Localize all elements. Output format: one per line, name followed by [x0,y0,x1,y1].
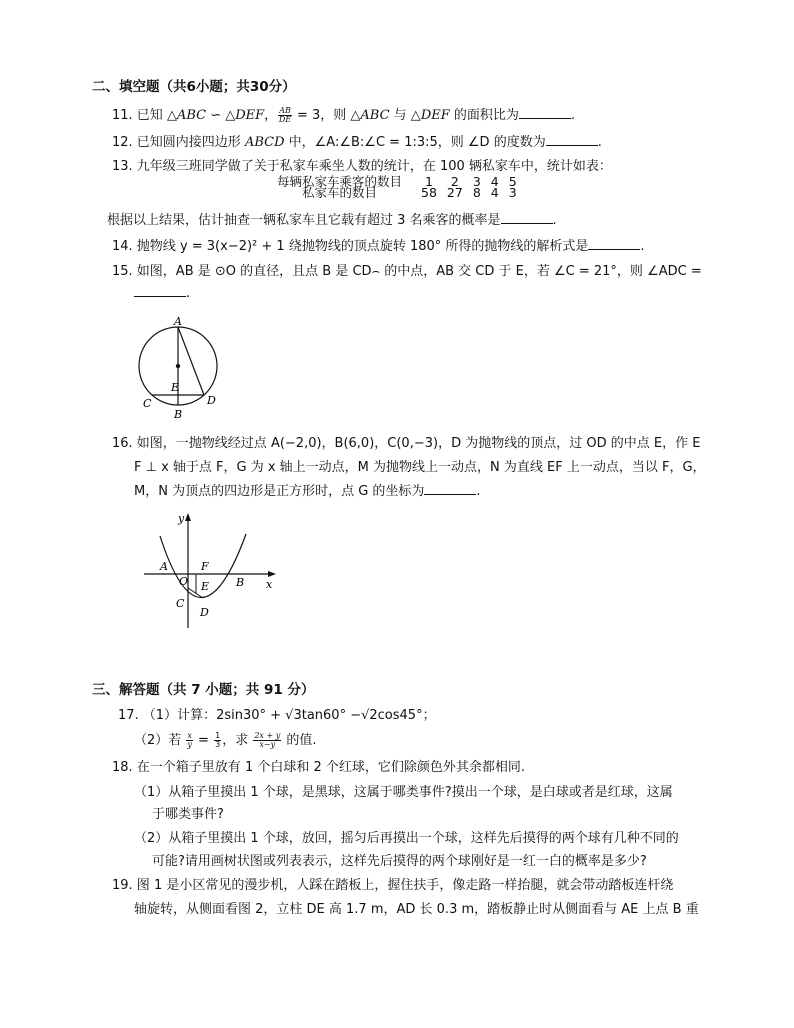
section-2-title: 二、填空题（共6小题；共30分） [92,79,296,95]
label-d: D [200,606,209,619]
q17b-text: ，求 [222,733,253,748]
question-18-part-2-line-2: 可能?请用画树状图或列表表示，这样先后摸得的两个球刚好是一红一白的概率是多少? [152,854,647,869]
question-13: 13. 九年级三班同学做了关于私家车乘坐人数的统计，在 100 辆私家车中，统计如表： [112,159,612,174]
label-a: A [174,315,182,328]
fraction-numerator: 1 [215,731,221,740]
answer-blank[interactable] [546,133,598,146]
question-14 [112,235,645,254]
label-x: x [266,578,273,591]
fraction-denominator: y [187,740,192,749]
question-11 [112,104,575,124]
table-cell: 27 [446,185,463,200]
question-16-line-1: 16. 如图，一抛物线经过点 A(−2,0)，B(6,0)，C(0,−3)，D 为抛物线的顶点，过 OD 的中点 E，作 E [112,436,701,451]
q17b-fraction [186,732,193,749]
q11-var: ABC [360,108,390,123]
q12-text: 中，∠A:∠B:∠C = 1:3:5，则 ∠D 的度数为 [284,135,546,150]
q11-text: = 3，则 △ [292,108,361,123]
q11-var: DEF [235,108,265,123]
label-c: C [143,397,152,410]
table-cell: 私家车的数目 [302,185,378,200]
question-16-line-3 [134,480,481,499]
x-axis-arrow-icon [268,571,276,577]
table-cell: 4 [490,174,499,189]
table-cell: 3 [508,185,517,200]
label-f: F [201,560,209,573]
label-b: B [236,576,245,589]
q15-text: . [186,286,191,301]
label-a: A [160,560,168,573]
statistics-table [272,176,522,198]
label-c: C [176,597,185,610]
q12-var: ABCD [244,135,285,150]
q13b-text: 根据以上结果，估计抽查一辆私家车且它载有超过 3 名乘客的概率是 [107,213,501,228]
q16-text: M，N 为顶点的四边形是正方形时，点 G 的坐标为 [134,484,425,499]
label-b: B [174,408,183,421]
question-19-line-2: 轴旋转，从侧面看图 2，立柱 DE 高 1.7 m，AD 长 0.3 m，踏板静止时从侧面看与 AE 上点 B 重 [134,902,699,917]
table-cell: 每辆私家车乘客的数目 [277,174,403,189]
table-cell: 1 [424,174,433,189]
q11-text: ， [264,108,278,123]
q17b-text: 的值. [282,733,317,748]
q17b-text: （2）若 [134,733,186,748]
q17b-text: = [193,733,214,748]
q17b-fraction [214,732,221,749]
table-cell: 58 [421,185,437,200]
q12-text: . [597,135,602,150]
question-16-line-2: F ⊥ x 轴于点 F，G 为 x 轴上一动点，M 为抛物线上一动点，N 为直线 EF 上一动点，当以 F，G， [134,460,706,475]
question-15-blank-line [134,284,190,301]
q11-fraction [278,107,292,124]
answer-blank[interactable] [424,482,476,495]
label-d: D [207,394,216,407]
question-13-continued [107,209,557,228]
answer-blank[interactable] [501,211,553,224]
question-19-line-1: 19. 图 1 是小区常见的漫步机，人踩在踏板上，握住扶手，像走路一样抬腿，就会带动踏板连杆绕 [112,878,674,893]
parabola-figure [138,508,280,630]
q11-text: 与 △ [389,108,421,123]
table-cell: 3 [472,174,481,189]
q11-var: DEF [420,108,450,123]
table-cell: 2 [450,174,459,189]
answer-blank[interactable] [588,237,640,250]
question-18-part-1-line-2: 于哪类事件? [152,807,224,822]
label-y: y [178,512,185,525]
q11-var: ABC [176,108,207,123]
question-17-part-2 [134,729,317,749]
table-cell: 8 [472,185,481,200]
section-3-title: 三、解答题（共 7 小题；共 91 分） [92,682,315,698]
label-e: E [201,580,210,593]
question-18-part-1-line-1: （1）从箱子里摸出 1 个球，是黑球，这属于哪类事件?摸出一个球，是白球或者是红球，这属 [134,785,673,800]
center-point [176,364,180,368]
label-e: E [171,381,180,394]
fraction-numerator: AB [279,106,291,115]
y-axis-arrow-icon [185,513,191,521]
question-17-part-1: 17. （1）计算：2sin30° + √3tan60° −√2cos45°； [118,708,436,723]
q13b-text: . [552,213,557,228]
q17b-fraction [253,732,281,749]
fraction-numerator: 2x + y [254,731,281,740]
q14-text: . [640,239,645,254]
q11-text: 11. 已知 △ [112,108,177,123]
question-18: 18. 在一个箱子里放有 1 个白球和 2 个红球，它们除颜色外其余都相同. [112,760,526,775]
fraction-numerator: x [187,731,192,740]
fraction-denominator: DE [278,115,292,124]
fraction-denominator: x−y [259,740,276,749]
table-cell: 4 [490,185,499,200]
table-cell: 5 [508,174,517,189]
q14-text: 14. 抛物线 y = 3(x−2)² + 1 绕抛物线的顶点旋转 180° 所得的抛物线的解析式是 [112,239,589,254]
question-15: 15. 如图，AB 是 ⊙O 的直径，且点 B 是 CD⌢ 的中点，AB 交 CD 于 E，若 ∠C = 21°，则 ∠ADC = [112,264,702,279]
fraction-denominator: 3 [215,740,221,749]
answer-blank[interactable] [519,106,571,119]
circle-figure [136,314,226,422]
q11-text: ∽ △ [206,108,236,123]
answer-blank[interactable] [134,284,186,297]
question-18-part-2-line-1: （2）从箱子里摸出 1 个球，放回，摇匀后再摸出一个球，这样先后摸得的两个球有几种不同的 [134,831,679,846]
label-o: O [179,575,189,588]
q11-text: . [570,108,576,123]
question-12 [112,131,602,150]
segment-ad [178,327,204,395]
q11-text: 的面积比为 [449,108,519,123]
q16-text: . [476,484,481,499]
q12-text: 12. 已知圆内接四边形 [112,135,245,150]
